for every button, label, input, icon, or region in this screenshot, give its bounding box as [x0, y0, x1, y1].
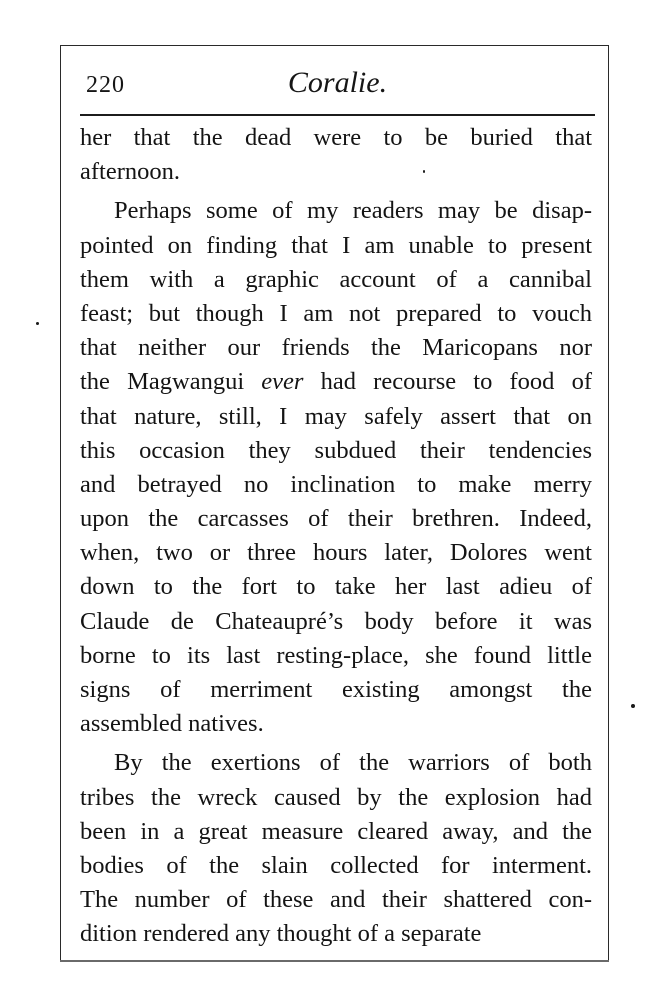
text-line: the Magwangui ever had recourse to food of — [80, 368, 592, 396]
running-head — [80, 62, 595, 110]
body-text — [80, 121, 592, 952]
text-line: them with a graphic account of a cannibal — [80, 265, 592, 293]
italic-emphasis: ever — [261, 368, 304, 396]
text-line: when, two or three hours later, Dolores went — [80, 539, 592, 567]
text-line: and betrayed no inclination to make merry — [80, 470, 592, 498]
text-line: assembled natives. — [80, 710, 264, 738]
scan-speck — [631, 704, 635, 708]
text-line: her that the dead were to be buried that — [80, 124, 592, 151]
text-line: Claude de Chateaupré’s body before it was — [80, 607, 592, 635]
text-line: this occasion they subdued their tendencies — [80, 436, 592, 464]
scan-speck — [423, 170, 425, 173]
running-title: Coralie. — [287, 66, 388, 99]
text-line: that nature, still, I may safely assert that on — [80, 402, 592, 430]
scan-speck — [36, 322, 39, 325]
text-line: Perhaps some of my readers may be disap- — [114, 197, 592, 225]
page-number: 220 — [86, 72, 125, 98]
text-line: dition rendered any thought of a separate — [80, 920, 482, 948]
text-line: borne to its last resting-place, she found little — [80, 641, 592, 669]
text-line: The number of these and their shattered con- — [80, 886, 592, 914]
text-line: been in a great measure cleared away, and the — [80, 817, 592, 845]
text-line: afternoon. — [80, 158, 180, 186]
text-line: upon the carcasses of their brethren. Indeed, — [80, 505, 592, 533]
text-line: feast; but though I am not prepared to vouch — [80, 299, 592, 327]
text-line: down to the fort to take her last adieu of — [80, 573, 592, 601]
text-line: signs of merriment existing amongst the — [80, 676, 592, 703]
text-line: pointed on finding that I am unable to present — [80, 231, 592, 259]
text-line: By the exertions of the warriors of both — [114, 749, 592, 777]
page-border-shadow — [60, 960, 609, 962]
text-line: that neither our friends the Maricopans nor — [80, 334, 592, 362]
text-line: tribes the wreck caused by the explosion had — [80, 783, 592, 811]
text-line: bodies of the slain collected for interment. — [80, 851, 592, 879]
header-rule — [80, 114, 595, 116]
